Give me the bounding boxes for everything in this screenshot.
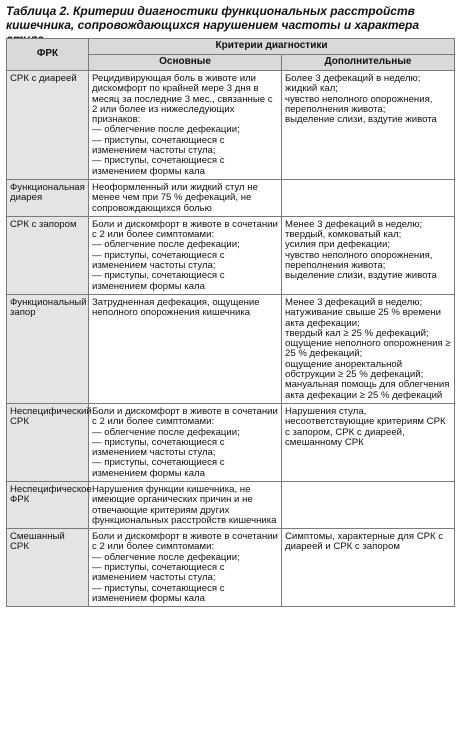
row-additional-criteria-cell: Нарушения стула, несоответствующие критериям СРК с запором, СРК с диареей, смешанному СРК xyxy=(282,403,455,481)
table-header xyxy=(7,39,455,71)
table-caption: Таблица 2. Критерии диагностики функциональных расстройств кишечника, сопровождающихся нарушением частоты и характера xyxy=(6,4,420,32)
row-frk-cell: Смешанный СРК xyxy=(7,529,89,607)
row-frk-cell: Неспецифическое ФРК xyxy=(7,481,89,528)
row-main-criteria-cell: Рецидивирующая боль в животе или дискомфорт по крайней мере 3 дня в месяц за последние 3 мес., связанные с 2 или более из нижеследующих признаков: — облегчение после дефекации; — приступы, сочетающиеся с изменением частоты стула; — приступы, сочетающиеся с изменением формы кала xyxy=(89,71,282,180)
row-additional-criteria-cell xyxy=(282,179,455,216)
row-frk-cell: СРК с диареей xyxy=(7,71,89,180)
table-row xyxy=(7,71,455,180)
table-row xyxy=(7,403,455,481)
row-main-criteria-cell: Нарушения функции кишечника, не имеющие органических причин и не отвечающие критериям других функциональных расстройств кишечника xyxy=(89,481,282,528)
header-frk: ФРК xyxy=(7,39,89,71)
row-frk-cell: СРК с запором xyxy=(7,216,89,294)
row-additional-criteria-cell: Симптомы, характерные для СРК с диареей и СРК с запором xyxy=(282,529,455,607)
table-row xyxy=(7,179,455,216)
row-frk-cell: Неспецифический СРК xyxy=(7,403,89,481)
row-main-criteria-cell: Боли и дискомфорт в животе в сочетании с 2 или более симптомами: — облегчение после дефекации; — приступы, сочетающиеся с изменением частоты стула; — приступы, сочетающиеся с изменением формы кала xyxy=(89,529,282,607)
row-additional-criteria-cell: Менее 3 дефекаций в неделю; твердый, комковатый кал; усилия при дефекации; чувство неполного опорожнения, переполнения живота; выделение слизи, вздутие живота xyxy=(282,216,455,294)
row-main-criteria-cell: Неоформленный или жидкий стул не менее чем при 75 % дефекаций, не сопровождающихся болью xyxy=(89,179,282,216)
header-main: Основные xyxy=(89,55,282,71)
table-row xyxy=(7,529,455,607)
row-frk-cell: Функциональная диарея xyxy=(7,179,89,216)
table-row xyxy=(7,216,455,294)
header-additional: Дополнительные xyxy=(282,55,455,71)
header-criteria: Критерии диагностики xyxy=(89,39,455,55)
criteria-table xyxy=(6,38,455,607)
row-main-criteria-cell: Затрудненная дефекация, ощущение неполного опорожнения кишечника xyxy=(89,294,282,403)
row-additional-criteria-cell xyxy=(282,481,455,528)
row-additional-criteria-cell: Более 3 дефекаций в неделю; жидкий кал; чувство неполного опорожнения, переполнения живота; выделение слизи, вздутие живота xyxy=(282,71,455,180)
row-additional-criteria-cell: Менее 3 дефекаций в неделю; натуживание свыше 25 % времени акта дефекации; твердый кал ≥ 25 % дефекаций; ощущение неполного опорожнения ≥ 25 % дефекаций; ощущение аноректальной обструкции ≥ 25 % дефекаций; мануальная помощь для облегчения акта дефекации ≥ 25 % дефекаций xyxy=(282,294,455,403)
table-row xyxy=(7,294,455,403)
row-main-criteria-cell: Боли и дискомфорт в животе в сочетании с 2 или более симптомами: — облегчение после дефекации; — приступы, сочетающиеся с изменением частоты стула; — приступы, сочетающиеся с изменением формы кала xyxy=(89,216,282,294)
row-frk-cell: Функциональный запор xyxy=(7,294,89,403)
table-row xyxy=(7,481,455,528)
table-body xyxy=(7,71,455,607)
row-main-criteria-cell: Боли и дискомфорт в животе в сочетании с 2 или более симптомами: — облегчение после дефекации; — приступы, сочетающиеся с изменением частоты стула; — приступы, сочетающиеся с изменением формы кала xyxy=(89,403,282,481)
